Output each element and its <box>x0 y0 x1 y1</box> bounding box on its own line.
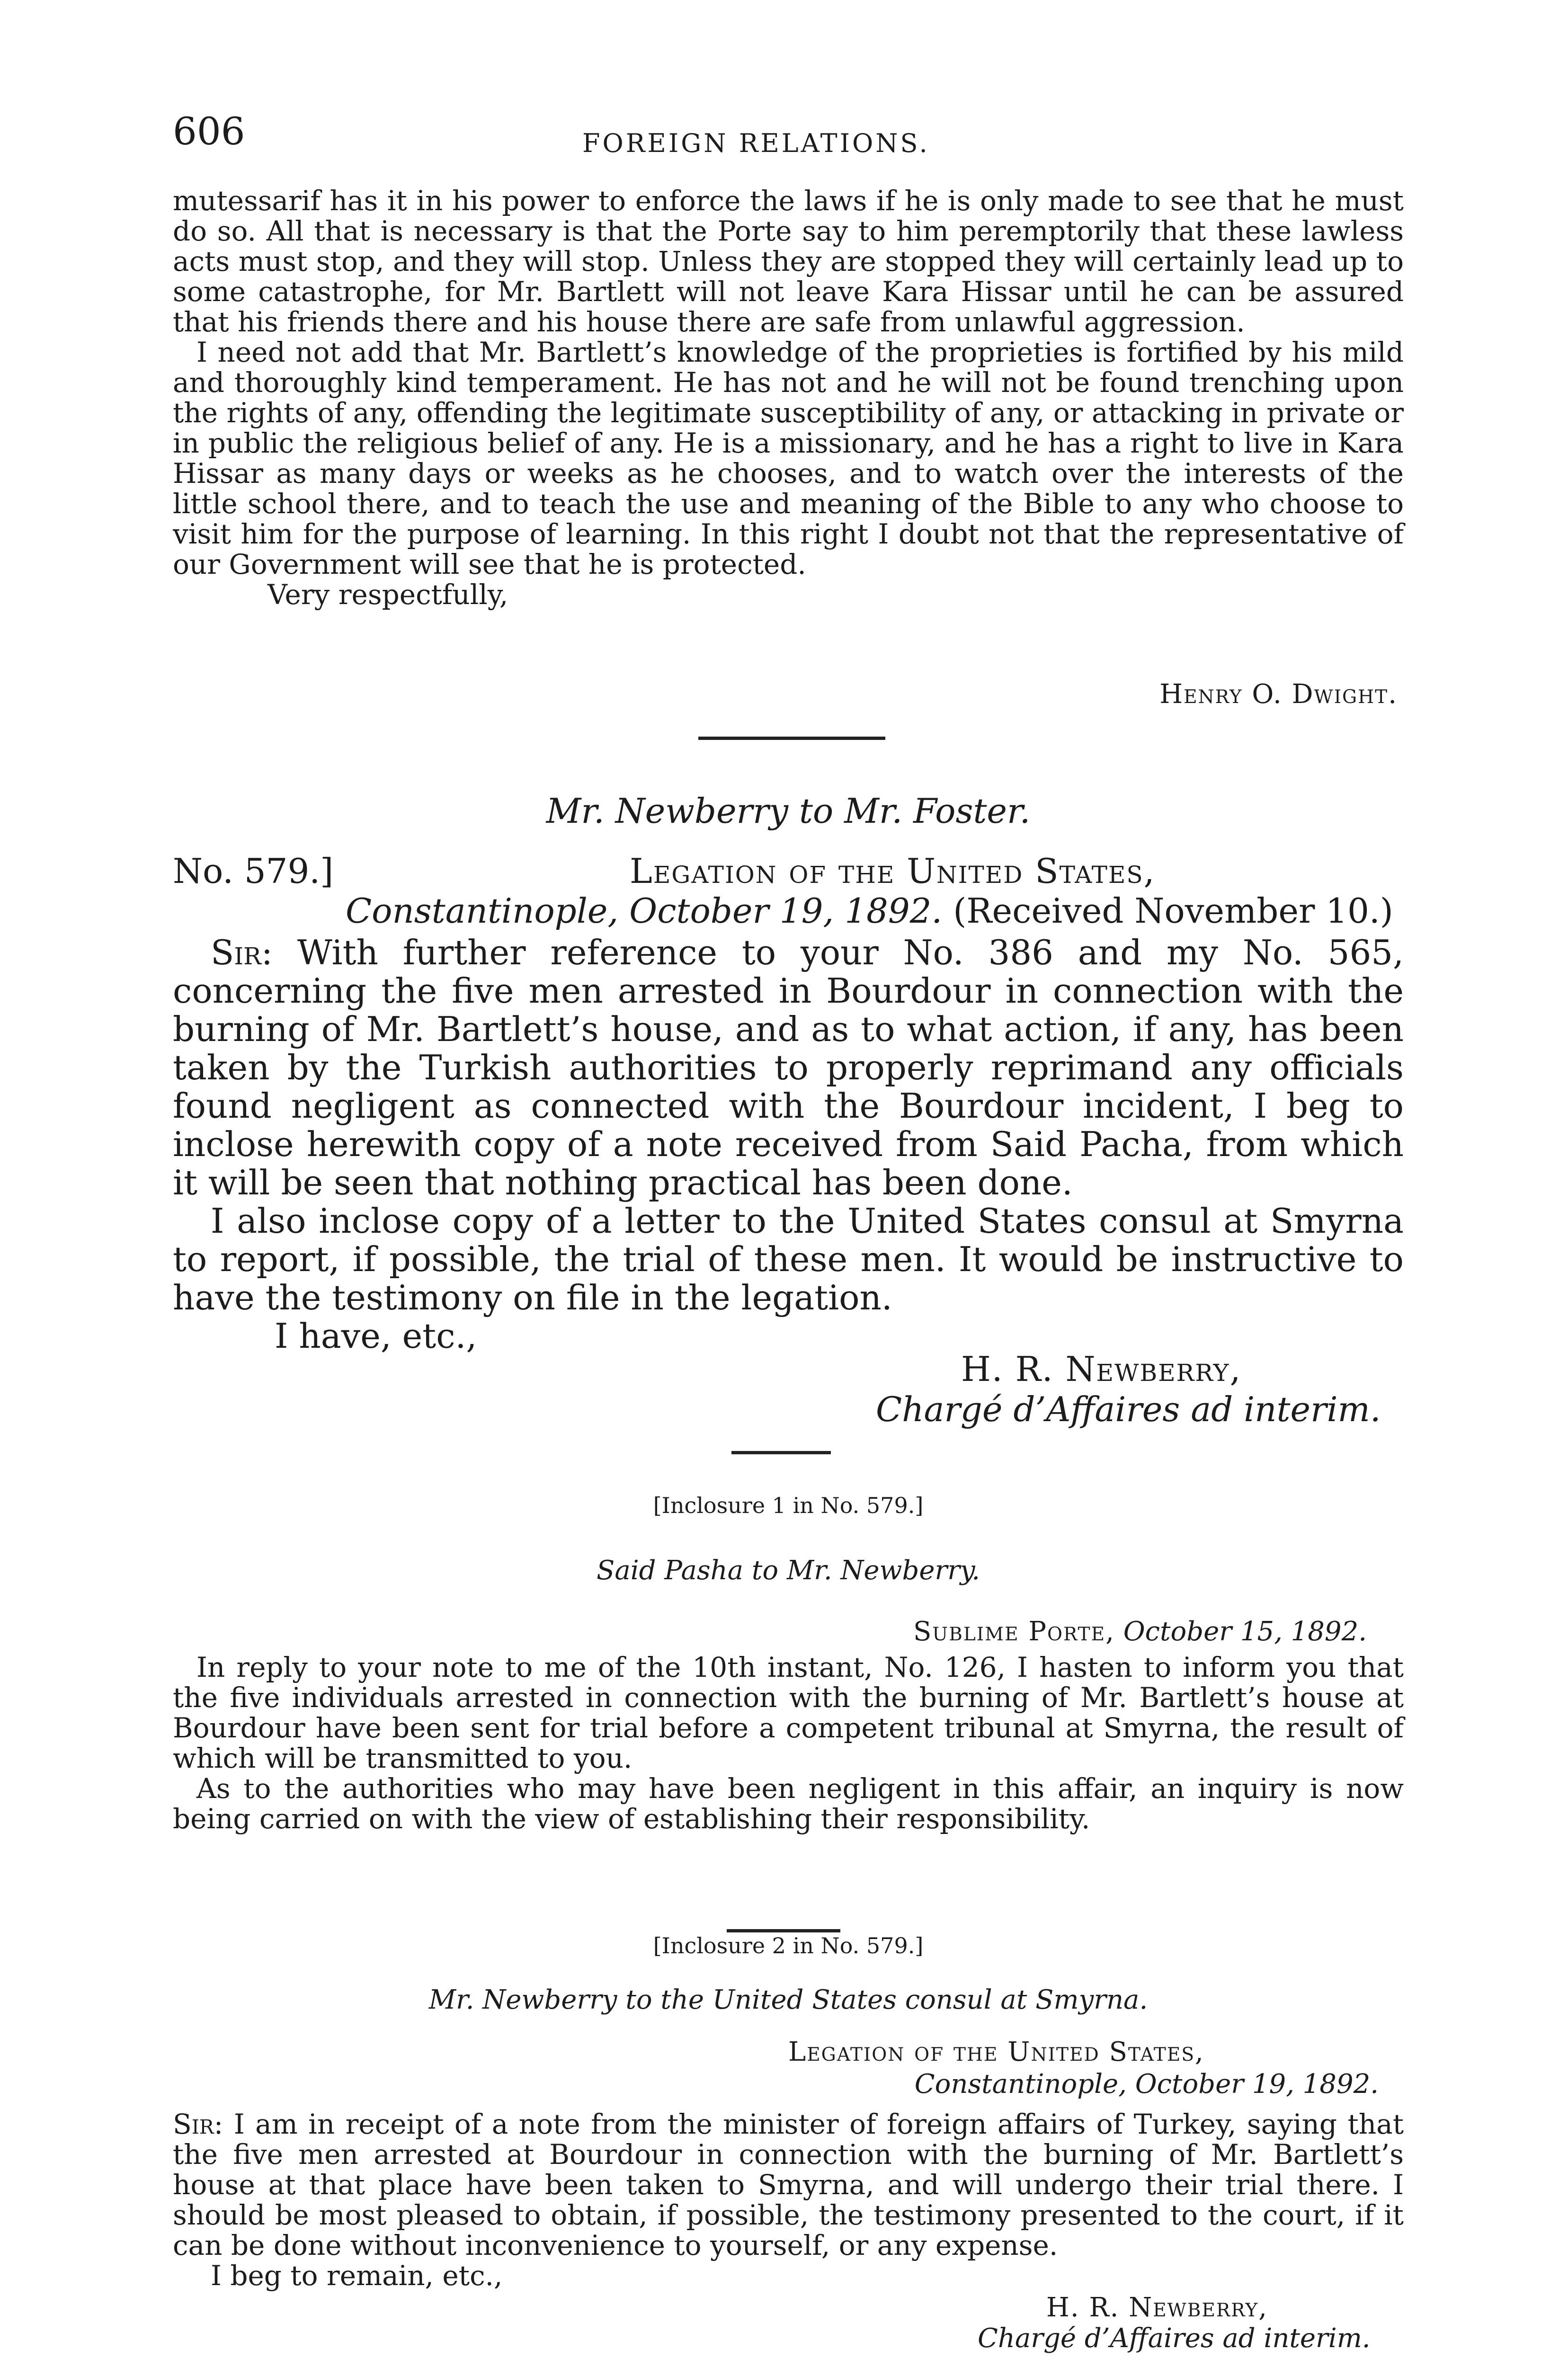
dispatch-signature-title: Chargé d’Affaires ad interim. <box>876 1389 1381 1429</box>
inclosure1-paragraph-2: As to the authorities who may have been negligent in this affair, an inquiry is now being carried on with the view of establishing their responsibility. <box>173 1772 1404 1835</box>
inclosure2-paragraph <box>173 2109 1404 2260</box>
letter1-closing: Very respectfully, <box>267 578 508 611</box>
inclosure2-signature: H. R. Newberry, <box>1046 2292 1268 2323</box>
dispatch-number: No. 579.] <box>173 851 334 891</box>
inclosure2-signature-title: Chargé d’Affaires ad interim. <box>978 2323 1371 2354</box>
dispatch-received: (Received November 10.) <box>953 891 1393 931</box>
letter1-signature: Henry O. Dwight. <box>1159 679 1398 710</box>
inclosure2-body <box>173 2109 1404 2291</box>
inclosure2-salutation: Sir: <box>173 2108 223 2140</box>
inclosure1-body <box>173 1652 1404 1834</box>
inclosure1-dateline <box>913 1615 1367 1648</box>
inclosure1-label: [Inclosure 1 in No. 579.] <box>653 1493 924 1518</box>
inclosure1-title: Said Pasha to Mr. Newberry. <box>596 1555 980 1586</box>
dispatch-closing: I have, etc., <box>275 1316 477 1356</box>
inclosure2-paragraph-text: I am in receipt of a note from the minister of foreign affairs of Turkey, saying that the five men arrested at Bourdour in connection with the burning of Mr. Bartlett’s house at that place have been taken to Smyrna, and will undergo their trial there. I should be most pleased to obtain, if possible, the testimony presented to the court, if it can be done without inconvenience to yourself, or any expense. <box>173 2108 1404 2261</box>
inclosure2-label: [Inclosure 2 in No. 579.] <box>653 1933 924 1958</box>
inclosure2-closing: I beg to remain, etc., <box>211 2260 503 2292</box>
inclosure2-office: Legation of the United States, <box>788 2037 1204 2067</box>
dispatch-signature: H. R. Newberry, <box>961 1349 1242 1389</box>
inclosure1-paragraph-1: In reply to your note to me of the 10th instant, No. 126, I hasten to inform you that the five individuals arrested in connection with the burning of Mr. Bartlett’s house at Bourdour have been sent for trial before a competent tribunal at Smyrna, the result of which will be transmitted to you. <box>173 1651 1404 1774</box>
divider-rule <box>731 1451 831 1454</box>
dispatch-place-date: Constantinople, October 19, 1892. <box>346 891 943 931</box>
divider-rule <box>698 737 885 740</box>
dispatch-title: Mr. Newberry to Mr. Foster. <box>546 791 1031 831</box>
page-number: 606 <box>173 109 245 153</box>
inclosure2-title: Mr. Newberry to the United States consul at Smyrna. <box>428 1984 1148 2015</box>
inclosure2-place-date: Constantinople, October 19, 1892. <box>914 2069 1379 2100</box>
dispatch-salutation: Sir: <box>211 933 273 972</box>
dispatch-body <box>173 934 1404 1355</box>
inclosure1-date: October 15, 1892. <box>1123 1616 1367 1647</box>
inclosure1-office: Sublime Porte, <box>913 1616 1115 1647</box>
dispatch-office: Legation of the United States, <box>630 851 1156 891</box>
letter1-paragraph-1: mutessarif has it in his power to enforce the laws if he is only made to see that he must do so. All that is necessary is that the Porte say to him peremptorily that these lawless acts must stop, and they will stop. Unless they are stopped they will certainly lead up to some catastrophe, for Mr. Bartlett will not leave Kara Hissar until he can be assured that his friends there and his house there are safe from unlawful aggression. <box>173 185 1404 338</box>
dispatch-paragraph-1 <box>173 934 1404 1202</box>
dispatch-paragraph-2: I also inclose copy of a letter to the United States consul at Smyrna to report, if possible, the trial of these men. It would be instructive to have the testimony on file in the legation. <box>173 1201 1404 1317</box>
dispatch-dateline <box>346 891 1393 931</box>
running-head: FOREIGN RELATIONS. <box>582 128 930 158</box>
letter1-body <box>173 186 1404 610</box>
letter1-paragraph-2: I need not add that Mr. Bartlett’s knowledge of the proprieties is fortified by his mild and thoroughly kind temperament. He has not and he will not be found trenching upon the rights of any, offending the legitimate susceptibility of any, or attacking in private or in public the religious belief of any. He is a missionary, and he has a right to live in Kara Hissar as many days or weeks as he chooses, and to watch over the interests of the little school there, and to teach the use and meaning of the Bible to any who choose to visit him for the purpose of learning. In this right I doubt not that the representative of our Government will see that he is protected. <box>173 336 1404 580</box>
dispatch-paragraph-1-text: With further reference to your No. 386 and my No. 565, concerning the five men arrested in Bourdour in connection with the burning of Mr. Bartlett’s house, and as to what action, if any, has been taken by the Turkish authorities to properly reprimand any officials found negligent as connected with the Bourdour incident, I beg to inclose herewith copy of a note received from Said Pacha, from which it will be seen that nothing practical has been done. <box>173 933 1404 1202</box>
